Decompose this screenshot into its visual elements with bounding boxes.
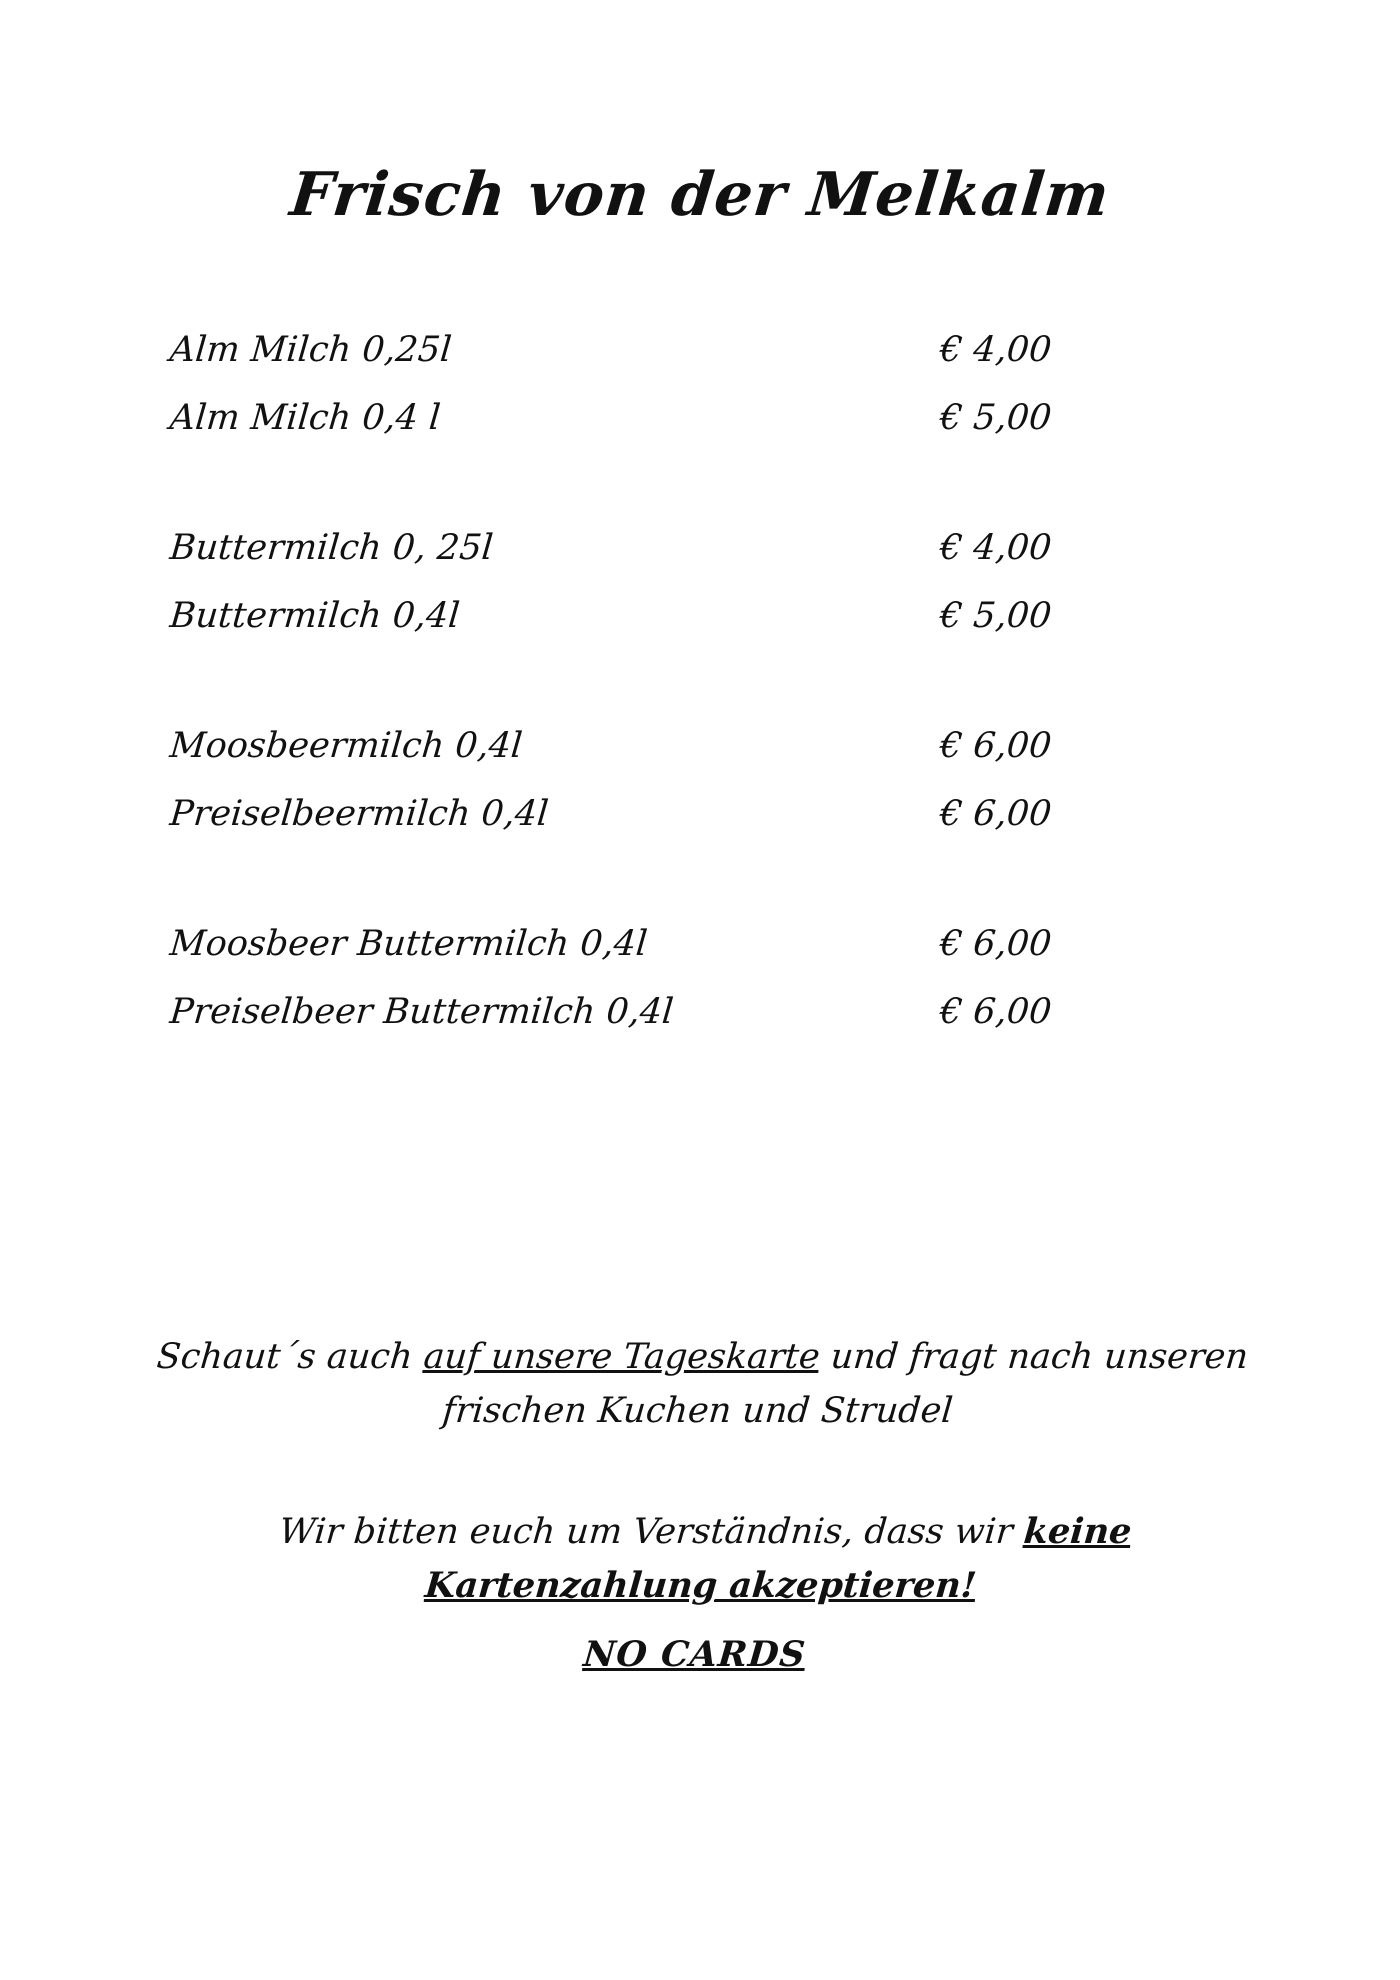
menu-item-row (170, 398, 1170, 466)
menu-group-alm-milch (170, 330, 1170, 466)
note-no-cards (142, 1505, 1257, 1682)
menu-group-beeren-buttermilch (170, 924, 1170, 1060)
note-cards-emphasis: keine Kartenzahlung akzeptieren! (423, 1510, 1134, 1606)
menu-group-buttermilch (170, 528, 1170, 664)
menu-group-beerenmilch (170, 726, 1170, 862)
menu-item-row (170, 794, 1170, 862)
note-cards-text-1: Wir bitten euch um Verständnis, dass wir (277, 1511, 1026, 1552)
note-nocards-label: NO CARDS (581, 1633, 808, 1674)
menu-items-list (170, 330, 1170, 1122)
menu-item-price: € 4,00 (938, 528, 1054, 568)
menu-notes (150, 1330, 1250, 1681)
menu-item-name: Preiselbeermilch 0,4l (168, 794, 551, 834)
menu-item-row (170, 596, 1170, 664)
menu-item-name: Buttermilch 0,4l (168, 596, 462, 636)
note-tageskarte-text-2: und fragt nach unseren frischen Kuchen und Strudel (440, 1337, 1250, 1432)
menu-item-name: Alm Milch 0,4 l (168, 398, 443, 438)
menu-item-row (170, 992, 1170, 1060)
menu-item-price: € 4,00 (938, 330, 1054, 370)
note-tageskarte-text-1: Schaut´s auch (155, 1337, 426, 1377)
page-title: Frisch von der Melkalm (286, 160, 1114, 230)
note-tageskarte-underlined: auf unsere Tageskarte (421, 1337, 822, 1377)
menu-item-name: Alm Milch 0,25l (168, 330, 454, 370)
menu-item-row (170, 528, 1170, 596)
menu-item-row (170, 726, 1170, 794)
menu-item-price: € 6,00 (938, 794, 1054, 834)
menu-item-name: Preiselbeer Buttermilch 0,4l (168, 992, 676, 1032)
menu-item-price: € 5,00 (938, 596, 1054, 636)
menu-item-row (170, 924, 1170, 992)
menu-item-row (170, 330, 1170, 398)
note-tageskarte (145, 1330, 1254, 1439)
menu-item-price: € 5,00 (938, 398, 1054, 438)
menu-item-name: Moosbeermilch 0,4l (168, 726, 524, 766)
menu-item-price: € 6,00 (938, 726, 1054, 766)
menu-item-price: € 6,00 (938, 992, 1054, 1032)
menu-item-price: € 6,00 (938, 924, 1054, 964)
menu-item-name: Buttermilch 0, 25l (168, 528, 495, 568)
menu-item-name: Moosbeer Buttermilch 0,4l (168, 924, 649, 964)
